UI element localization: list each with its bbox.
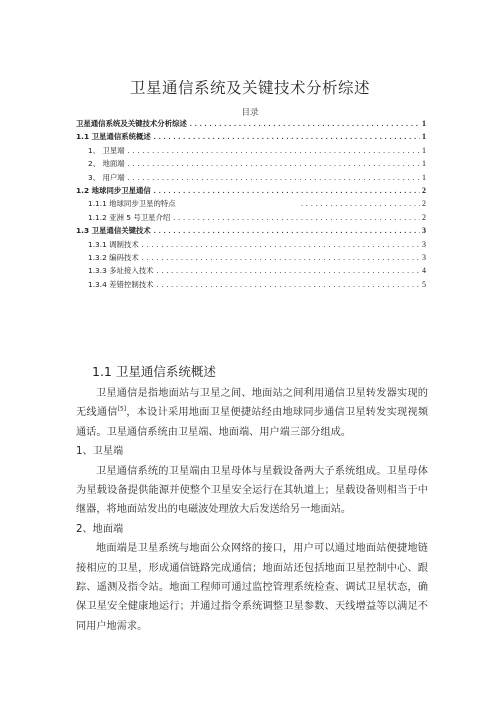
toc-entry[interactable] — [76, 265, 426, 278]
toc-entry[interactable] — [76, 131, 426, 144]
subheading-ground: 2、地面端 — [76, 523, 124, 535]
toc-leader-dots — [153, 133, 420, 141]
intro-text: 卫星通信是指地面站与卫星之间、地面站之间利用通信卫星转发器实现的无线通信 — [76, 388, 428, 419]
toc-page-number: 1 — [422, 132, 426, 142]
toc-leader-dots — [127, 160, 420, 168]
toc-heading: 目录 — [241, 108, 259, 118]
toc-page-number: 5 — [422, 279, 426, 289]
toc-entry-title: 1.3.3 多址接入技术 — [88, 266, 154, 276]
toc-entry-title: 1、 卫星端 — [88, 145, 125, 155]
toc-entry-title: 3、 用户端 — [88, 172, 125, 182]
intro-text-cont: ，本设计采用地面卫星便捷站经由地球同步通信卫星转发实现视频通话。卫星通信系统由卫星端、地面端、用户端三部分组成。 — [76, 407, 429, 438]
toc-entry[interactable] — [76, 185, 426, 198]
toc-page-number: 2 — [422, 212, 426, 222]
toc-leader-dots — [300, 200, 420, 208]
toc-entry[interactable] — [76, 158, 426, 171]
toc-entry-title: 1.3 卫星通信关键技术 — [76, 226, 151, 236]
toc-page-number: 2 — [422, 199, 426, 209]
toc-page-number: 1 — [422, 159, 426, 169]
toc-leader-dots — [172, 214, 420, 222]
toc-page-number: 1 — [422, 172, 426, 182]
table-of-contents — [76, 118, 426, 292]
toc-page-number: 2 — [422, 185, 426, 195]
toc-leader-dots — [141, 241, 420, 249]
toc-entry[interactable] — [76, 212, 426, 225]
toc-entry[interactable] — [76, 172, 426, 185]
toc-leader-dots — [127, 174, 420, 182]
toc-entry[interactable] — [76, 198, 426, 211]
toc-page-number: 3 — [422, 239, 426, 249]
toc-leader-dots — [156, 281, 421, 289]
toc-entry[interactable] — [76, 279, 426, 292]
toc-entry[interactable] — [76, 145, 426, 158]
toc-page-number: 3 — [422, 252, 426, 262]
toc-entry-title: 1.3.4 差错控制技术 — [88, 279, 154, 289]
paragraph-ground: 地面端是卫星系统与地面公众网络的接口，用户可以通过地面站便捷地链接相应的卫星，形成通信链路完成通信；地面站还包括地面卫星控制中心、跟踪、遥测及指令站。地面工程师可通过监控管理系统检查、调试卫星状态，确保卫星安全健康地运行；并通过指令系统调整卫星参数、天线增益等以满足不同用户地需求。 — [76, 543, 428, 632]
toc-entry[interactable] — [76, 239, 426, 252]
intro-paragraph — [76, 384, 428, 442]
toc-entry[interactable] — [76, 225, 426, 238]
toc-entry-title: 1.3.2 编码技术 — [88, 252, 139, 262]
subheading-satellite: 1、卫星端 — [76, 446, 124, 458]
body-text — [76, 384, 428, 636]
toc-entry-title: 卫星通信系统及关键技术分析综述 — [76, 119, 187, 128]
toc-page-number: 1 — [422, 145, 426, 155]
toc-page-number: 1 — [422, 119, 426, 128]
toc-page-number: 4 — [422, 266, 426, 276]
toc-entry-title: 1.2 地球同步卫星通信 — [76, 185, 151, 195]
toc-leader-dots — [189, 120, 420, 128]
toc-leader-dots — [153, 227, 420, 235]
toc-leader-dots — [141, 254, 420, 262]
toc-entry-title: 2、 地面端 — [88, 159, 125, 169]
toc-page-number: 3 — [422, 226, 426, 236]
toc-entry-title: 1.3.1 调制技术 — [88, 239, 139, 249]
toc-entry-title: 1.1 卫星通信系统概述 — [76, 132, 151, 142]
paragraph-satellite: 卫星通信系统的卫星端由卫星母体与星载设备两大子系统组成。卫星母体为星载设备提供能源并使整个卫星安全运行在其轨道上；星载设备则相当于中继器，将地面站发出的电磁波处理放大后发送给另一地面站。 — [76, 465, 428, 516]
document-title: 卫星通信系统及关键技术分析综述 — [129, 79, 370, 97]
toc-leader-dots — [153, 187, 420, 195]
section-title: 1.1 卫星通信系统概述 — [92, 364, 216, 379]
toc-entry-title: 1.1.1 地球同步卫星的特点 — [88, 199, 176, 209]
toc-entry[interactable] — [76, 252, 426, 265]
citation-ref: [5] — [117, 406, 127, 414]
toc-leader-dots — [156, 267, 421, 275]
toc-entry-title: 1.1.2 亚洲 5 号卫星介绍 — [88, 212, 171, 222]
toc-leader-dots — [127, 147, 420, 155]
toc-entry[interactable] — [76, 118, 426, 131]
